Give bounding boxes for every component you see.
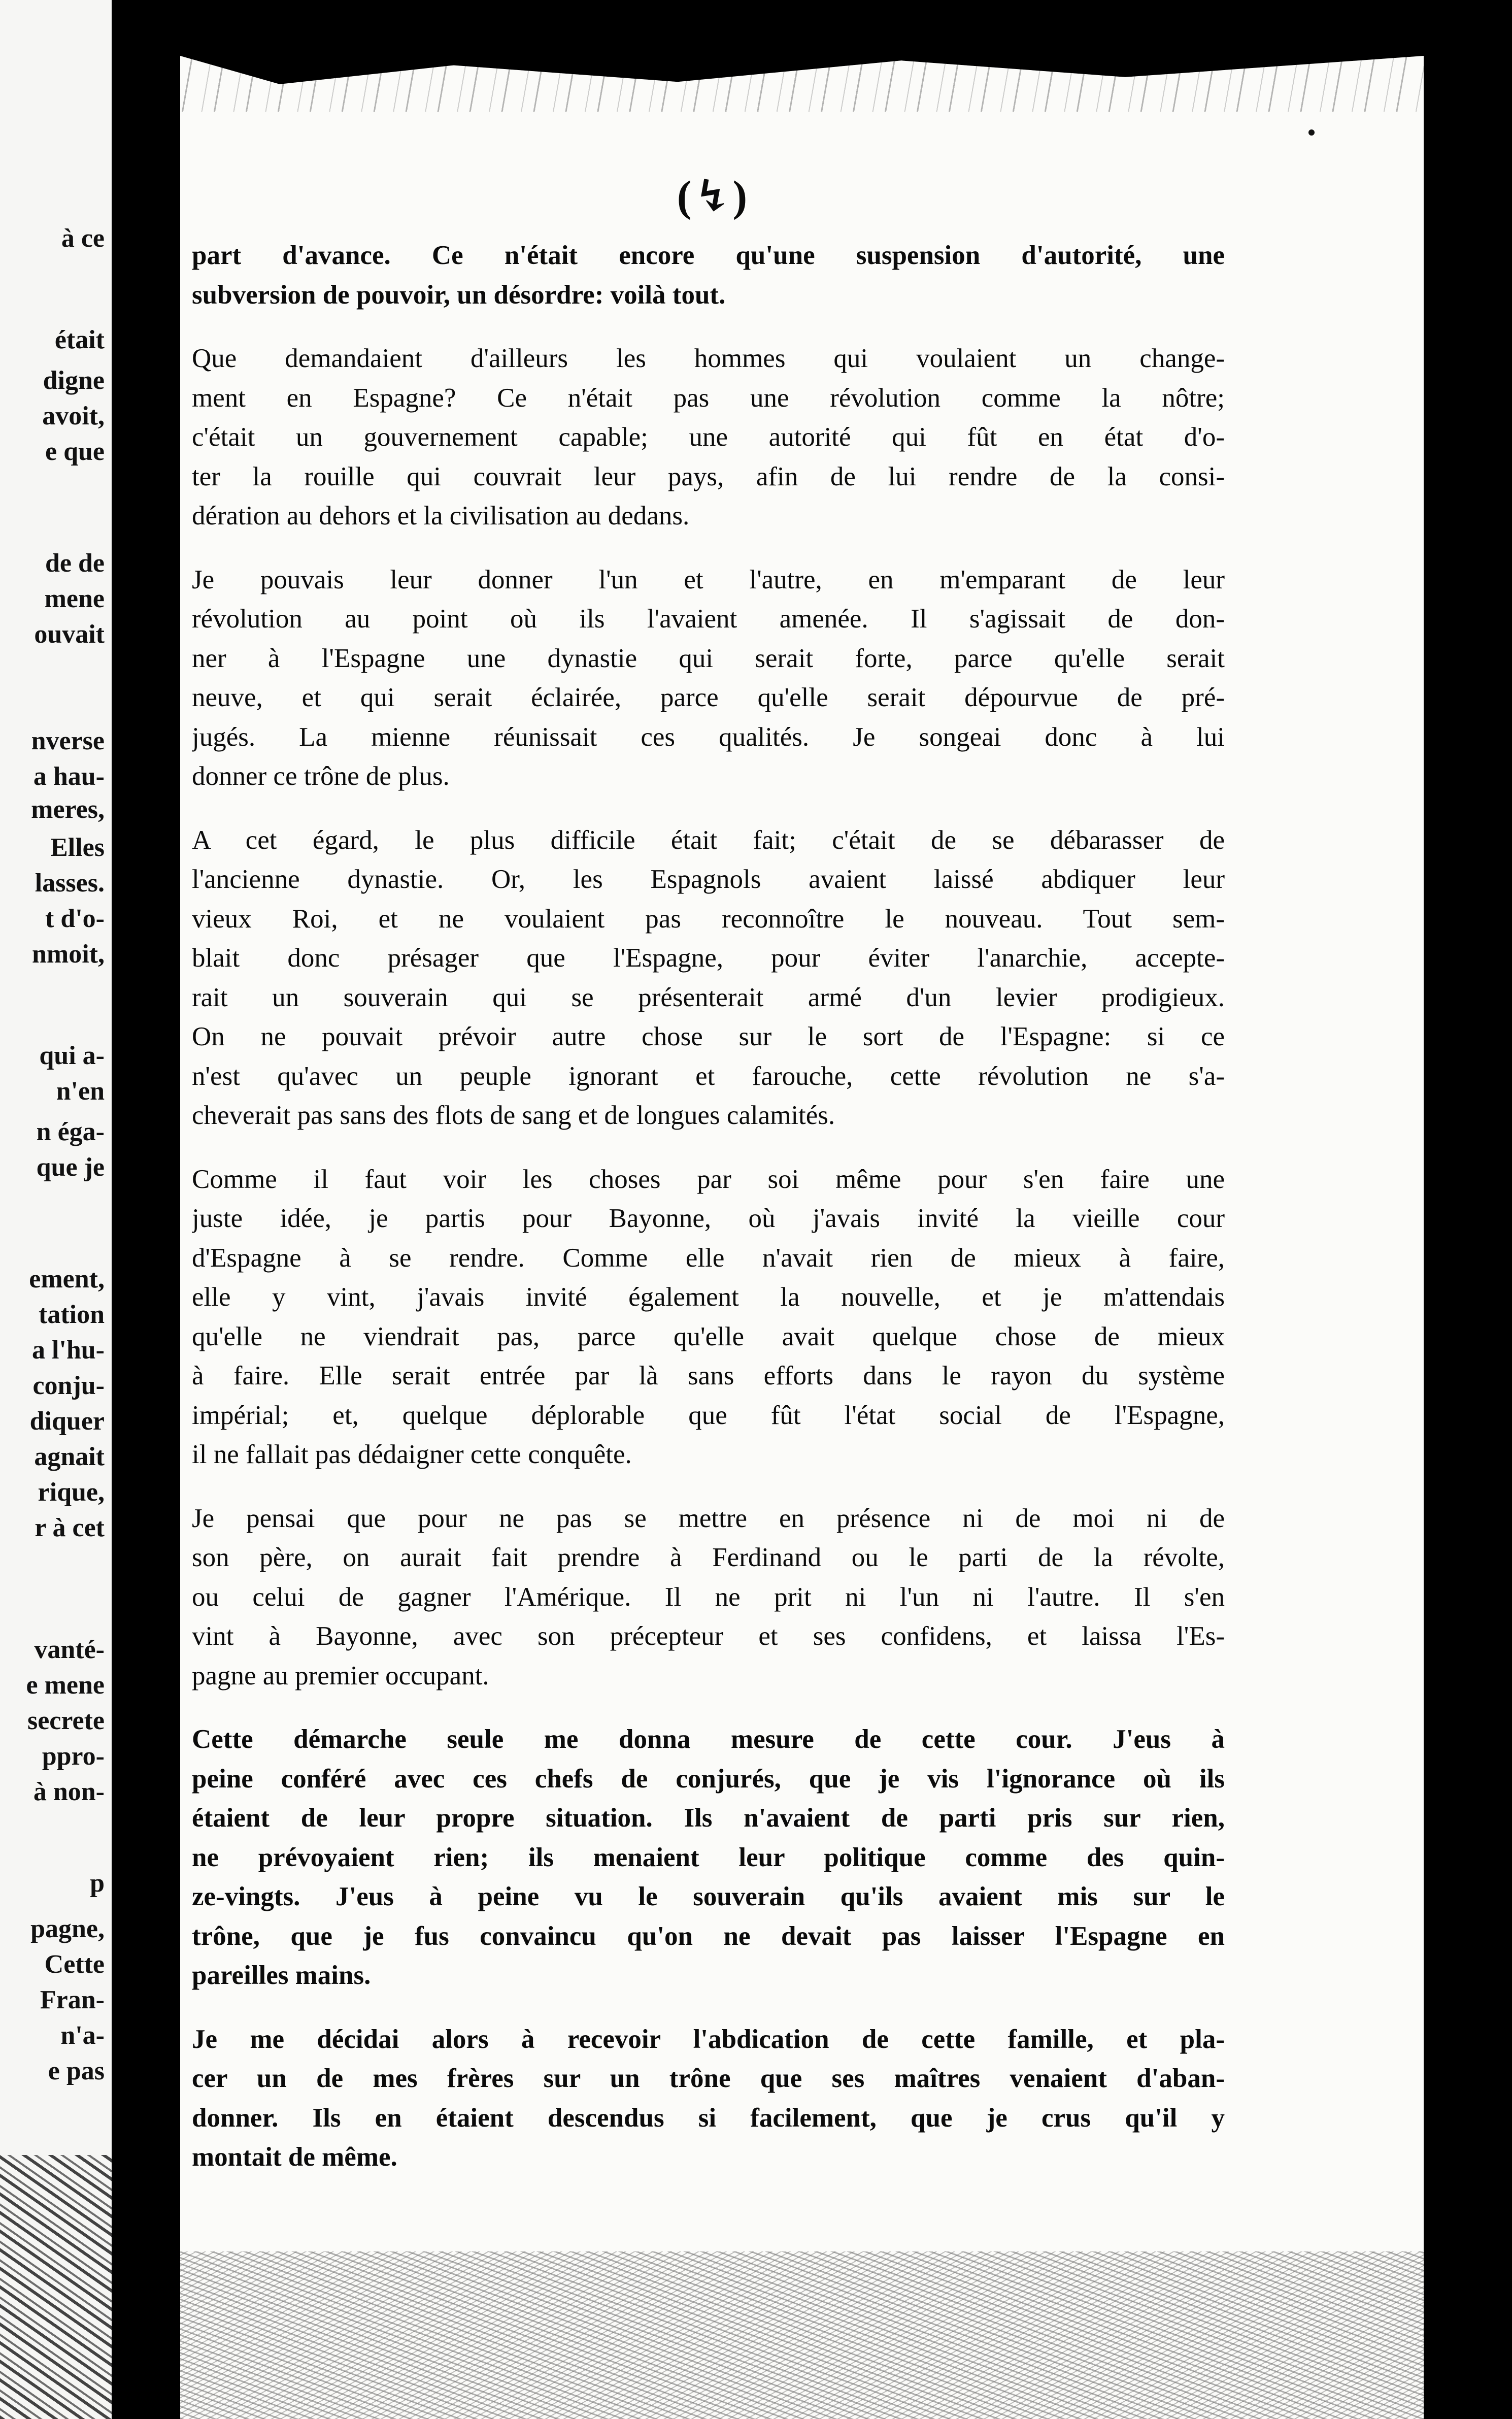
text-line: révolution au point où ils l'avaient amenée. Il s'agissait de don- [192,604,1225,634]
previous-page-strip [0,0,112,2419]
previous-page-fragment: n'a- [60,2021,105,2050]
text-line: pareilles mains. [192,1961,371,1990]
previous-page-fragment: rique, [38,1478,105,1507]
text-line: Comme il faut voir les choses par soi même pour s'en faire une [192,1164,1225,1194]
text-line: subversion de pouvoir, un désordre: voilà tout. [192,280,726,310]
text-line: c'était un gouvernement capable; une autorité qui fût en état d'o- [192,422,1225,452]
text-line: pagne au premier occupant. [192,1661,489,1691]
text-line: juste idée, je partis pour Bayonne, où j'avais invité la vieille cour [192,1204,1225,1233]
text-line: blait donc présager que l'Espagne, pour éviter l'anarchie, accepte- [192,943,1225,973]
previous-page-fragment: t d'o- [45,904,105,933]
paragraph [192,236,1225,315]
text-line: part d'avance. Ce n'était encore qu'une suspension d'autorité, une [192,241,1225,270]
text-line: montait de même. [192,2142,397,2172]
previous-page-fragment: tation [39,1300,105,1329]
text-line: Cette démarche seule me donna mesure de cette cour. J'eus à [192,1725,1225,1754]
previous-page-fragment: Elles [50,833,105,862]
previous-page-fragment: ouvait [34,620,105,649]
paragraph [192,339,1225,536]
previous-page-fragment: e que [45,437,105,466]
previous-page-fragment: a hau- [33,762,105,791]
text-line: il ne fallait pas dédaigner cette conquête. [192,1440,632,1469]
paragraph [192,2020,1225,2177]
previous-page-fragment: nverse [31,726,105,755]
text-line: neuve, et qui serait éclairée, parce qu'elle serait dépourvue de pré- [192,683,1225,712]
previous-page-fragment: a l'hu- [31,1336,105,1365]
text-line: cheverait pas sans des flots de sang et de longues calamités. [192,1101,835,1130]
torn-page-edge [0,2155,112,2419]
previous-page-fragment: e mene [26,1671,105,1700]
text-line: son père, on aurait fait prendre à Ferdinand ou le parti de la révolte, [192,1543,1225,1572]
previous-page-fragment: Fran- [40,1985,105,2014]
previous-page-fragment: qui a- [39,1041,105,1070]
text-line: jugés. La mienne réunissait ces qualités. Je songeai donc à lui [192,722,1225,752]
text-line: vint à Bayonne, avec son précepteur et ses confidens, et laissa l'Es- [192,1621,1225,1651]
previous-page-fragment: agnait [34,1442,105,1471]
text-line: vieux Roi, et ne voulaient pas reconnoître le nouveau. Tout sem- [192,904,1225,934]
text-line: trône, que je fus convaincu qu'on ne devait pas laisser l'Espagne en [192,1921,1225,1951]
paragraph [192,1720,1225,1996]
text-line: Je pouvais leur donner l'un et l'autre, en m'emparant de leur [192,565,1225,594]
previous-page-fragment: secrete [27,1706,105,1735]
paragraph [192,1499,1225,1696]
scan-noise-bottom [180,2251,1424,2419]
previous-page-fragment: Cette [44,1950,105,1979]
previous-page-fragment: avoit, [42,402,105,430]
dust-speck [1308,129,1315,136]
paragraph [192,560,1225,797]
page-number: (↯) [677,172,750,220]
text-line: ne prévoyaient rien; ils menaient leur politique comme des quin- [192,1842,1225,1872]
previous-page-fragment: digne [43,366,105,395]
previous-page-fragment: vanté- [34,1635,105,1664]
text-line: elle y vint, j'avais invité également la nouvelle, et je m'attendais [192,1282,1225,1312]
body-text [192,236,1225,2202]
previous-page-fragment: était [54,325,105,354]
text-line: ment en Espagne? Ce n'était pas une révolution comme la nôtre; [192,383,1225,413]
text-line: ner à l'Espagne une dynastie qui serait forte, parce qu'elle serait [192,643,1225,673]
previous-page-fragment: conju- [32,1371,105,1400]
book-gutter [112,0,183,2419]
scan-background-right [1424,0,1512,2419]
paragraph [192,821,1225,1136]
text-line: dération au dehors et la civilisation au dedans. [192,501,690,531]
text-line: peine conféré avec ces chefs de conjurés, que je vis l'ignorance où ils [192,1764,1225,1794]
paragraph [192,1160,1225,1475]
text-line: d'Espagne à se rendre. Comme elle n'avait rien de mieux à faire, [192,1243,1225,1273]
text-line: l'ancienne dynastie. Or, les Espagnols avaient laissé abdiquer leur [192,865,1225,894]
text-line: donner ce trône de plus. [192,761,450,791]
text-line: à faire. Elle serait entrée par là sans efforts dans le rayon du système [192,1361,1225,1390]
previous-page-fragment: mene [44,584,105,613]
previous-page-fragment: ement, [29,1265,105,1294]
text-line: ter la rouille qui couvrait leur pays, afin de lui rendre de la consi- [192,461,1225,491]
text-line: rait un souverain qui se présenterait armé d'un levier prodigieux. [192,982,1225,1012]
previous-page-fragment: lasses. [35,869,105,898]
text-line: Que demandaient d'ailleurs les hommes qui voulaient un change- [192,344,1225,373]
previous-page-fragment: ppro- [42,1742,105,1771]
text-line: qu'elle ne viendrait pas, parce qu'elle avait quelque chose de mieux [192,1321,1225,1351]
text-line: impérial; et, quelque déplorable que fût l'état social de l'Espagne, [192,1400,1225,1430]
text-line: cer un de mes frères sur un trône que ses maîtres venaient d'aban- [192,2064,1225,2093]
previous-page-fragment: meres, [31,795,105,824]
previous-page-fragment: n'en [56,1077,105,1106]
text-line: On ne pouvait prévoir autre chose sur le sort de l'Espagne: si ce [192,1022,1225,1051]
text-line: A cet égard, le plus difficile était fait; c'était de se débarasser de [192,825,1225,855]
scan-noise-top [180,56,1424,112]
previous-page-fragment: pagne, [30,1914,105,1943]
previous-page-fragment: à non- [33,1777,105,1806]
text-line: étaient de leur propre situation. Ils n'avaient de parti pris sur rien, [192,1803,1225,1833]
text-line: Je me décidai alors à recevoir l'abdication de cette famille, et pla- [192,2024,1225,2054]
previous-page-fragment: r à cet [35,1513,105,1542]
previous-page-fragment: n éga- [36,1117,105,1146]
text-line: ze-vingts. J'eus à peine vu le souverain qu'ils avaient mis sur le [192,1882,1225,1911]
previous-page-fragment: diquer [29,1407,105,1436]
previous-page-fragment: de de [45,549,105,578]
text-line: ou celui de gagner l'Amérique. Il ne prit ni l'un ni l'autre. Il s'en [192,1582,1225,1612]
previous-page-fragment: à ce [61,224,105,253]
previous-page-fragment: p [90,1869,105,1898]
previous-page-fragment: nmoit, [32,940,105,969]
previous-page-fragment: que je [36,1153,105,1182]
text-line: Je pensai que pour ne pas se mettre en présence ni de moi ni de [192,1503,1225,1533]
text-line: donner. Ils en étaient descendus si facilement, que je crus qu'il y [192,2103,1225,2133]
text-line: n'est qu'avec un peuple ignorant et farouche, cette révolution ne s'a- [192,1061,1225,1091]
previous-page-fragment: e pas [48,2057,105,2085]
